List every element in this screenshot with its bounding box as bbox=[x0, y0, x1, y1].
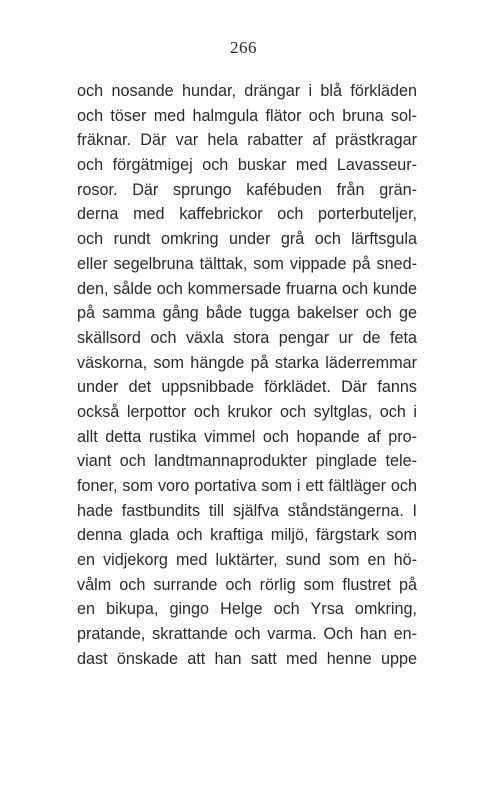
text-line: eller segelbruna tälttak, som vippade på sned- bbox=[77, 254, 417, 273]
text-line: denna glada och kraftiga miljö, färgstark som bbox=[77, 526, 417, 545]
body-text bbox=[77, 79, 417, 672]
text-line: och töser med halmgula flätor och bruna sol- bbox=[77, 106, 417, 125]
text-line: skällsord och växla stora pengar ur de feta bbox=[77, 328, 417, 347]
page-number: 266 bbox=[230, 38, 257, 57]
text-line: en bikupa, gingo Helge och Yrsa omkring, bbox=[77, 600, 417, 619]
text-line: vålm och surrande och rörlig som flustret på bbox=[77, 575, 417, 594]
text-line: fräknar. Där var hela rabatter af prästkragar bbox=[77, 131, 417, 150]
text-line: under det uppsnibbade förklädet. Där fanns bbox=[77, 378, 417, 397]
text-line: derna med kaffebrickor och porterbuteljer, bbox=[77, 205, 417, 224]
text-line: allt detta rustika vimmel och hopande af pro- bbox=[77, 427, 417, 446]
text-line: väskorna, som hängde på starka läderremmar bbox=[77, 353, 417, 372]
text-line: hade fastbundits till själfva ståndstängerna. I bbox=[77, 501, 417, 520]
text-line: på samma gång både tugga bakelser och ge bbox=[77, 304, 417, 323]
text-line: den, sålde och kommersade fruarna och kunde bbox=[77, 279, 417, 298]
text-line: också lerpottor och krukor och syltglas, och i bbox=[77, 402, 417, 421]
text-line: rosor. Där sprungo kafébuden från grän- bbox=[77, 180, 417, 199]
text-line: dast önskade att han satt med henne uppe bbox=[77, 649, 417, 668]
text-line: och nosande hundar, drängar i blå förkläden bbox=[77, 82, 417, 100]
text-line: foner, som voro portativa som i ett fältläger och bbox=[77, 477, 417, 495]
text-line: och rundt omkring under grå och lärftsgula bbox=[77, 230, 417, 249]
text-line: en vidjekorg med luktärter, sund som en hö- bbox=[77, 551, 417, 570]
text-line: pratande, skrattande och varma. Och han en- bbox=[77, 625, 417, 644]
text-line: och förgätmigej och buskar med Lavasseur- bbox=[77, 156, 417, 175]
text-line: viant och landtmannaprodukter pinglade tele- bbox=[77, 452, 417, 471]
